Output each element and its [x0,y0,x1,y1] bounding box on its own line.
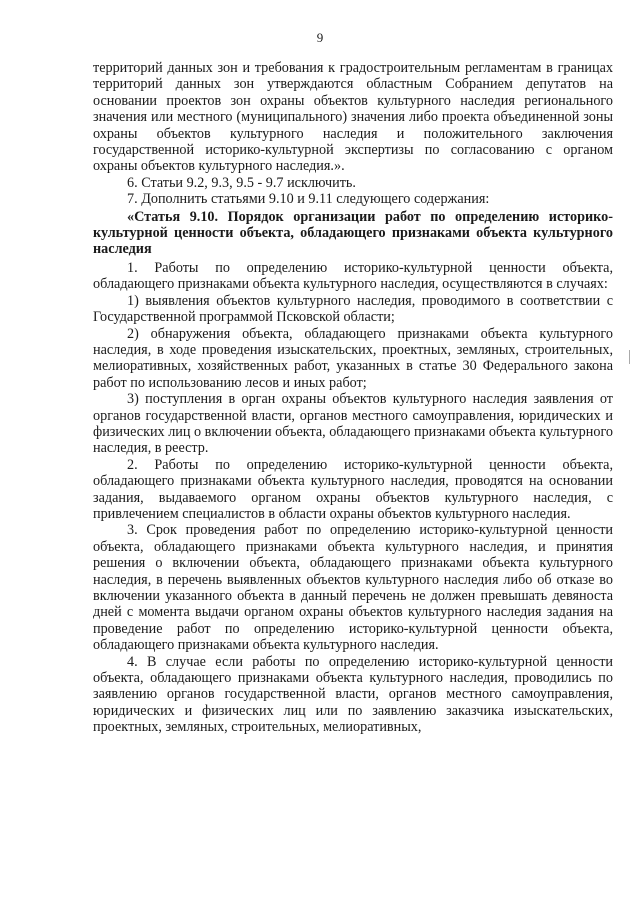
paragraph-item-6: 6. Статьи 9.2, 9.3, 9.5 - 9.7 исключить. [127,174,356,191]
paragraph-intro-continuation: территорий данных зон и требования к градостроительным регламентам в границах территорий данных зон утверждаются областным Собранием депутатов на основании проектов зон охраны объектов культурного наследия регионального значения или местного (муниципального) значения либо проекта объединенной зоны охраны объектов культурного наследия и положительного заключения государственной историко-культурной экспертизы по согласованию с органом охраны объектов культурного наследия.». [93,60,613,175]
paragraph-item-7: 7. Дополнить статьями 9.10 и 9.11 следующего содержания: [127,191,490,208]
article-subitem-1-1: 1) выявления объектов культурного наследия, проводимого в соответствии с Государственной программой Псковской области; [93,292,613,326]
article-item-3: 3. Срок проведения работ по определению историко-культурной ценности объекта, обладающего признаками объекта культурного наследия, и принятия решения о включении объекта, обладающего признаками объекта культурного наследия, в перечень выявленных объектов культурного наследия либо об отказе во включении указанного объекта в данный перечень не должен превышать девяноста дней с момента выдачи органом охраны объектов культурного наследия задания на проведение работ по определению историко-культурной ценности объекта, обладающего признаками объекта культурного наследия. [93,522,613,654]
document-body [93,60,613,736]
scan-edge-mark [629,350,636,364]
article-subitem-1-3: 3) поступления в орган охраны объектов культурного наследия заявления от органов государственной власти, органов местного самоуправления, юридических и физических лиц о включении объекта, обладающего признаками объекта культурного наследия, в реестр. [93,391,613,457]
article-item-1: 1. Работы по определению историко-культурной ценности объекта, обладающего признаками объекта культурного наследия, осуществляются в случаях: [93,259,613,293]
article-item-2: 2. Работы по определению историко-культурной ценности объекта, обладающего признаками объекта культурного наследия, проводятся на основании задания, выдаваемого органом охраны объектов культурного наследия, с привлечением специалистов в области охраны объектов культурного наследия. [93,456,613,522]
article-9-10-title: «Статья 9.10. Порядок организации работ по определению историко-культурной ценности объекта, обладающего признаками объекта культурного наследия [93,208,613,258]
article-item-4: 4. В случае если работы по определению историко-культурной ценности объекта, обладающего признаками объекта культурного наследия, проводились по заявлению органов государственной власти, органов местного самоуправления, юридических и физических лиц или по заявлению заказчика изыскательских, проектных, земляных, строительных, мелиоративных, [93,653,613,736]
page-number: 9 [316,30,324,45]
article-subitem-1-2: 2) обнаружения объекта, обладающего признаками объекта культурного наследия, в ходе проведения изыскательских, проектных, земляных, строительных, мелиоративных, хозяйственных работ, указанных в статье 30 Федерального закона работ по использованию лесов и иных работ; [93,325,613,391]
